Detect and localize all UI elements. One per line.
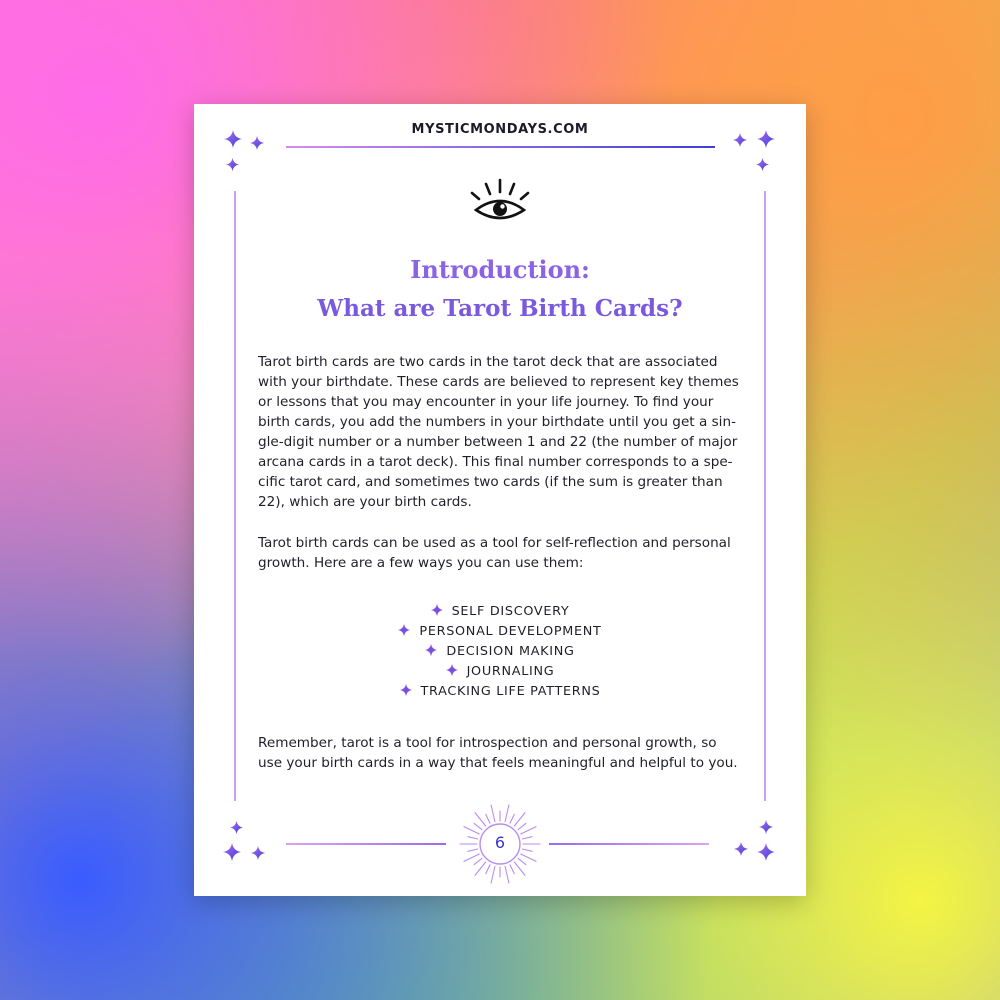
list-item	[194, 662, 806, 682]
sparkle-icon	[431, 604, 443, 616]
list-item-label: TRACKING LIFE PATTERNS	[420, 684, 601, 699]
sparkle-icon	[226, 158, 239, 171]
list-item	[194, 622, 806, 642]
footer-divider-right	[549, 843, 709, 845]
list-item	[194, 602, 806, 622]
header-divider	[286, 146, 715, 148]
sparkle-icon	[250, 136, 264, 150]
list-item	[194, 642, 806, 662]
closing-paragraph: Remember, tarot is a tool for introspection and personal growth, so use your birth cards in a way that feels meaningful and helpful to you.	[258, 735, 738, 771]
sparkle-icon	[757, 843, 775, 861]
uses-list	[194, 602, 806, 702]
list-item-label: JOURNALING	[466, 664, 555, 679]
sparkle-icon	[224, 130, 242, 148]
sparkle-icon	[756, 158, 769, 171]
footer-divider-left	[286, 843, 446, 845]
page-number: 6	[494, 833, 506, 852]
list-item-label: DECISION MAKING	[446, 644, 575, 659]
sparkle-icon	[425, 644, 437, 656]
usage-paragraph: Tarot birth cards can be used as a tool for self-reflection and personal growth. Here are a few ways you can use them:	[258, 535, 731, 571]
list-item-label: SELF DISCOVERY	[451, 604, 570, 619]
list-item	[194, 682, 806, 702]
sparkle-icon	[757, 130, 775, 148]
page-title-line-1: Introduction:	[410, 255, 590, 284]
list-item-label: PERSONAL DEVELOPMENT	[419, 624, 602, 639]
sparkle-icon	[759, 820, 773, 834]
intro-paragraph: Tarot birth cards are two cards in the tarot deck that are associated with your birthdate. These cards are believed to represent key themes or lessons that you may encounter in your life journey. To find your birth cards, you add the numbers in your birthdate until you get a sin-gle-digit number or a number between 1 and 22 (the number of major arcana cards in a tarot deck). This final number corresponds to a spe-cific tarot card, and sometimes two cards (if the sum is greater than 22), which are your birth cards.	[258, 354, 739, 510]
sparkle-icon	[734, 842, 748, 856]
sparkle-icon	[733, 133, 747, 147]
document-page	[194, 104, 806, 896]
sparkle-icon	[230, 821, 243, 834]
page-title-line-2: What are Tarot Birth Cards?	[317, 295, 683, 322]
sparkle-icon	[223, 843, 241, 861]
site-url: MYSTICMONDAYS.COM	[411, 122, 589, 137]
sparkle-icon	[251, 846, 265, 860]
sparkle-icon	[446, 664, 458, 676]
sparkle-icon	[400, 684, 412, 696]
eye-icon	[466, 178, 534, 228]
sparkle-icon	[398, 624, 410, 636]
